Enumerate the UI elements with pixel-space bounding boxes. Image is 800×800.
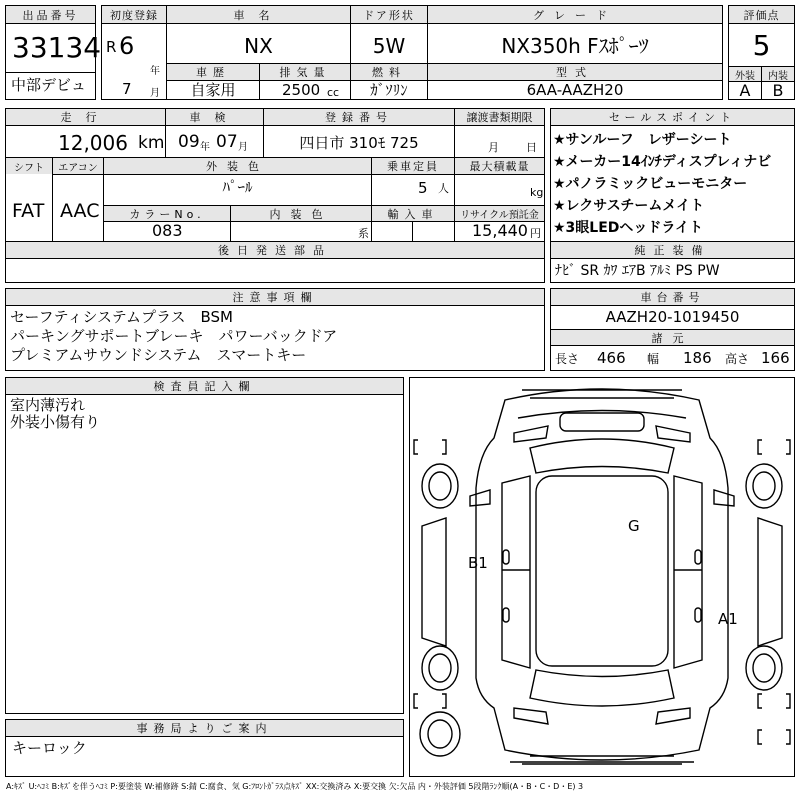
interior-color-label: 内装色 xyxy=(231,206,371,221)
color-label: 外装色 xyxy=(104,158,371,174)
transfer-label: 譲渡書類期限 xyxy=(455,109,544,125)
recycle-unit: 円 xyxy=(530,227,541,240)
capacity: 5 xyxy=(418,179,428,197)
plate: 四日市 310ﾓ 725 xyxy=(299,134,419,152)
later-parts-label: 後日発送部品 xyxy=(6,242,544,258)
inspector-line: 外装小傷有り xyxy=(10,413,101,431)
displacement-unit: cc xyxy=(327,86,340,99)
score-label: 評価点 xyxy=(729,6,794,23)
car-diagram xyxy=(410,378,794,776)
note-line: セーフティシステムプラス BSM xyxy=(10,308,233,326)
plate-label: 登録番号 xyxy=(264,109,454,125)
inspection-label: 車検 xyxy=(166,109,263,125)
sales-points-box xyxy=(550,108,795,283)
sales-point-item: ★レクサスチームメイト xyxy=(553,198,705,214)
import-label: 輸入車 xyxy=(372,206,454,221)
capacity-unit: 人 xyxy=(438,182,449,195)
vehicle-header xyxy=(101,5,723,100)
ac: AAC xyxy=(60,200,100,222)
car-name: NX xyxy=(244,34,273,58)
chassis-box xyxy=(550,288,795,371)
width-label: 幅 xyxy=(647,352,660,366)
office-label: 事務局よりご案内 xyxy=(6,720,403,736)
equipment-label: 純正装備 xyxy=(551,242,794,258)
office-text: キーロック xyxy=(12,739,87,757)
mileage: 12,006 xyxy=(58,131,128,155)
lot-number-box xyxy=(5,5,102,100)
capacity-label: 乗車定員 xyxy=(372,158,454,174)
sales-point-item: ★メーカー14ｲﾝﾁディスプレィナビ xyxy=(553,154,772,170)
lot-number-label: 出品番号 xyxy=(6,6,95,23)
first-reg-label: 初度登録 xyxy=(102,6,166,23)
reg-month: 7 xyxy=(122,80,132,98)
equipment: ﾅﾋﾞ SR ｶﾜ ｴｱB ｱﾙﾐ PS PW xyxy=(555,263,720,279)
chassis-label: 車台番号 xyxy=(551,289,794,305)
details-grid xyxy=(5,108,545,283)
mileage-unit: km xyxy=(138,133,165,153)
reg-year: 6 xyxy=(119,32,135,60)
exterior-score: A xyxy=(739,81,751,100)
chassis-number: AAZH20-1019450 xyxy=(605,308,740,326)
interior-score: B xyxy=(772,81,784,100)
score-box xyxy=(728,5,795,100)
inspector-label: 検査員記入欄 xyxy=(6,378,403,394)
reg-month-unit: 月 xyxy=(150,88,160,99)
shift: FAT xyxy=(12,200,45,222)
note-line: パーキングサポートブレーキ パワーバックドア xyxy=(10,327,338,345)
color: ﾊﾟｰﾙ xyxy=(222,178,253,196)
mark-right-front: A1 xyxy=(718,610,738,628)
ac-label: エアコン xyxy=(53,158,103,174)
score-value: 5 xyxy=(752,29,771,62)
inspection-year-unit: 年 xyxy=(200,142,210,153)
history-label: 車歴 xyxy=(167,64,259,80)
inspection-year: 09 xyxy=(178,132,200,152)
transfer-month-unit: 月 xyxy=(488,141,499,154)
sales-point-item: ★3眼LEDヘッドライト xyxy=(553,220,703,236)
door-type: 5W xyxy=(372,34,406,58)
recycle: 15,440 xyxy=(472,221,528,240)
inspector-line: 室内薄汚れ xyxy=(10,396,86,414)
mileage-label: 走行 xyxy=(6,109,165,125)
color-no-label: カラーNo. xyxy=(104,206,230,221)
inspection-month: 07 xyxy=(216,132,238,152)
fuel: ｶﾞｿﾘﾝ xyxy=(370,81,408,99)
mark-roof: G xyxy=(628,517,640,535)
sales-point-item: ★パノラミックビューモニター xyxy=(553,176,748,192)
exterior-label: 外装 xyxy=(729,67,761,81)
notes-label: 注意事項欄 xyxy=(6,289,544,305)
reg-year-unit: 年 xyxy=(150,66,160,77)
legend: A:ｷｽﾞ U:ﾍｺﾐ B:ｷｽﾞを伴うﾍｺﾐ P:要塗装 W:補修跡 S:錆 C:腐食、気 G:ﾌﾛﾝﾄｶﾞﾗｽ点ｷｽﾞ XX:交換済み X:要交換 欠:欠品 内・外装評価 5段階ﾗﾝｸ順(A・B・C・D・E) 3 xyxy=(6,782,584,791)
venue: 中部デビュ xyxy=(11,76,87,94)
fuel-label: 燃料 xyxy=(351,64,427,80)
max-load-unit: kg xyxy=(530,186,544,199)
length: 466 xyxy=(597,349,626,367)
inspector-box xyxy=(5,377,404,714)
displacement-label: 排気量 xyxy=(260,64,350,80)
grade: NX350h Fｽﾎﾟｰﾂ xyxy=(501,34,649,58)
office-box xyxy=(5,719,404,777)
era: R xyxy=(106,38,117,56)
specs-label: 諸元 xyxy=(551,330,794,345)
sales-points-label: セールスポイント xyxy=(551,109,794,125)
max-load-label: 最大積載量 xyxy=(455,158,544,174)
lot-number: 33134 xyxy=(12,31,102,64)
width: 186 xyxy=(683,349,712,367)
note-line: プレミアムサウンドシステム スマートキー xyxy=(10,346,307,364)
interior-label: 内装 xyxy=(762,67,794,81)
displacement: 2500 xyxy=(282,81,321,99)
interior-color-unit: 系 xyxy=(358,227,369,240)
length-label: 長さ xyxy=(555,352,580,366)
model-label: 型式 xyxy=(428,64,722,80)
mark-left-rear: B1 xyxy=(468,554,488,572)
grade-label: グレード xyxy=(428,6,722,23)
car-name-label: 車名 xyxy=(167,6,350,23)
inspection-month-unit: 月 xyxy=(238,142,248,153)
sales-point-item: ★サンルーフ レザーシート xyxy=(553,132,732,148)
notes-box xyxy=(5,288,545,371)
door-label: ドア形状 xyxy=(351,6,427,23)
history: 自家用 xyxy=(190,81,236,99)
height-label: 高さ xyxy=(725,352,750,366)
shift-label: シフト xyxy=(6,158,52,174)
model: 6AA-AAZH20 xyxy=(526,81,624,99)
height: 166 xyxy=(761,349,790,367)
recycle-label: リサイクル預託金 xyxy=(455,206,544,221)
car-diagram-box xyxy=(409,377,795,777)
color-no: 083 xyxy=(152,221,183,240)
transfer-day-unit: 日 xyxy=(526,141,537,154)
